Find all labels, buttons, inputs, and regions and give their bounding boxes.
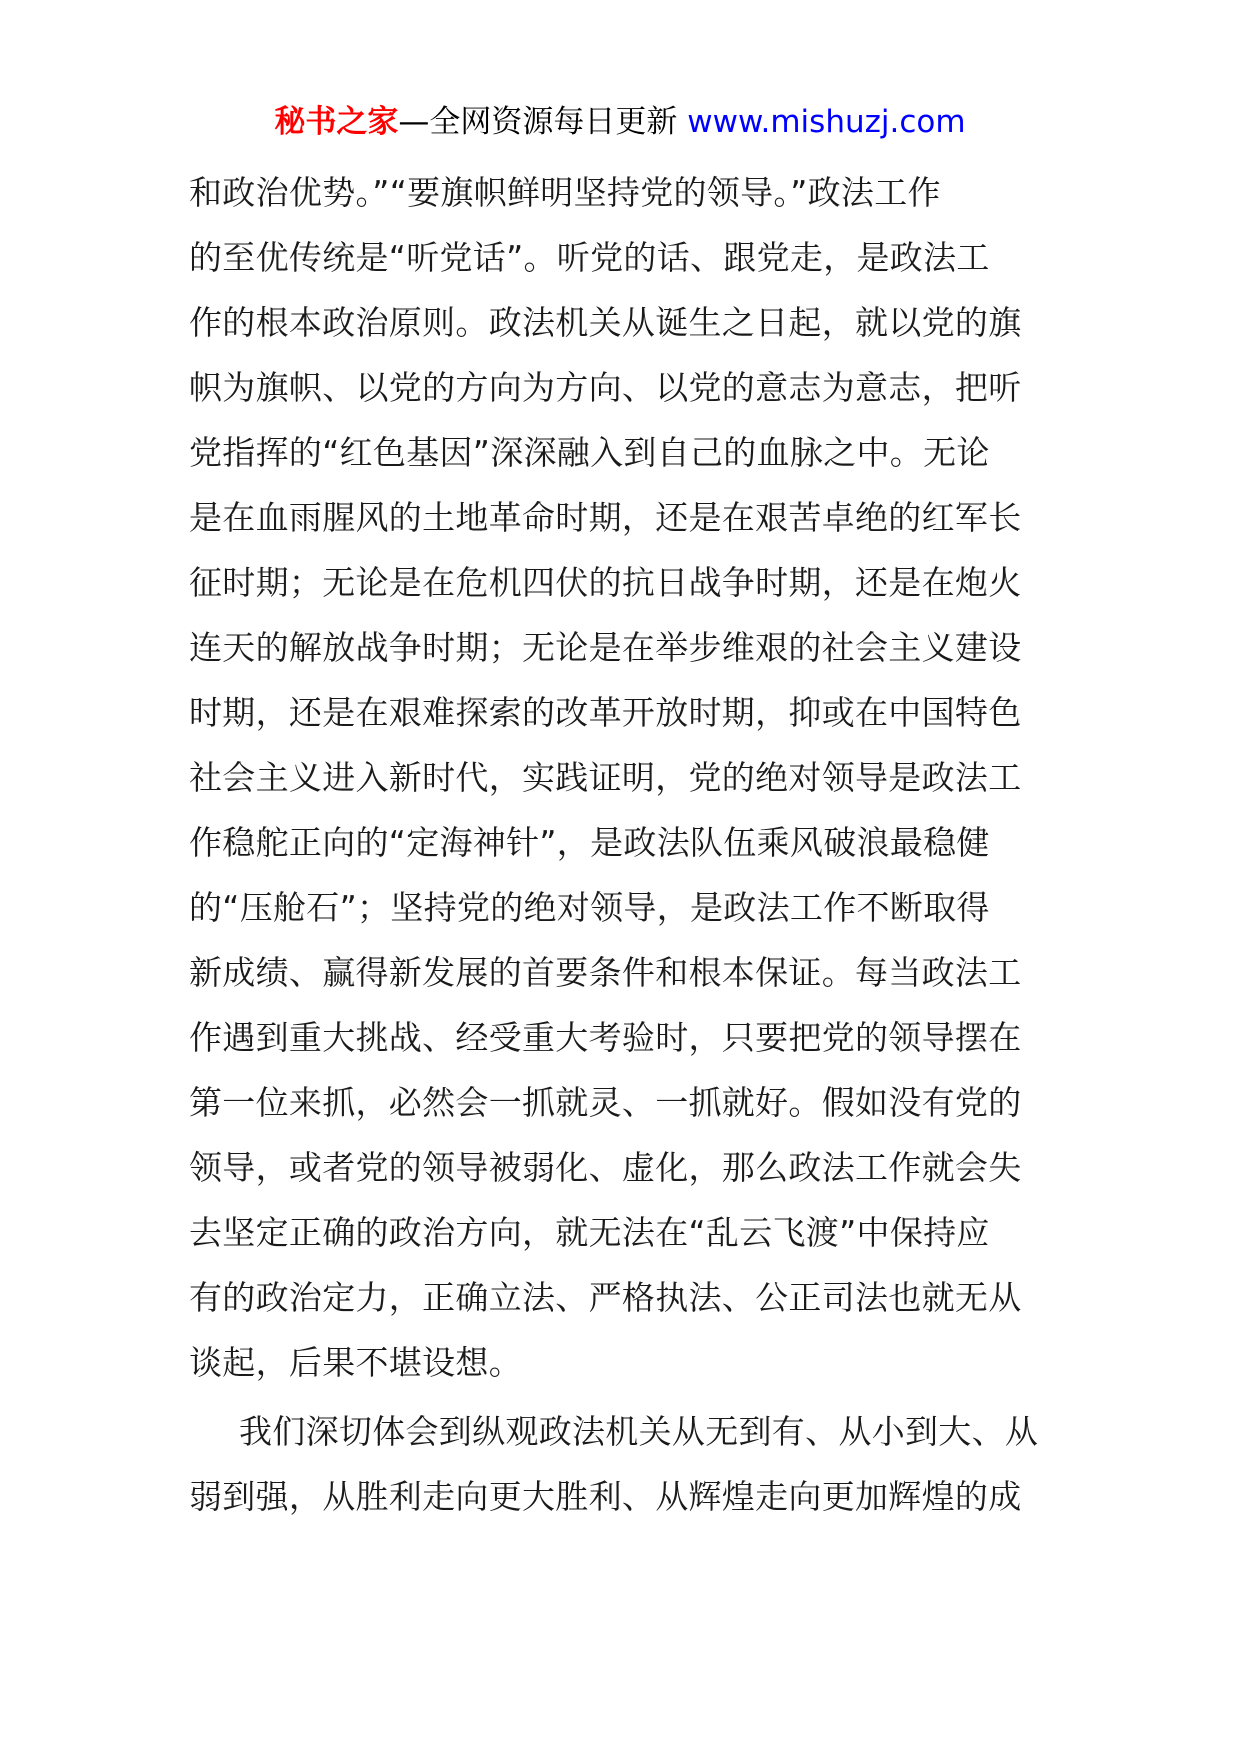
page-header <box>0 100 1240 144</box>
text-line: 作的根本政治原则。政法机关从诞生之日起，就以党的旗 <box>189 303 1022 342</box>
header-tagline: —全网资源每日更新 <box>398 104 688 140</box>
text-line: 的至优传统是“听党话”。听党的话、跟党走，是政法工 <box>189 238 990 277</box>
text-line: 是在血雨腥风的土地革命时期，还是在艰苦卓绝的红军长 <box>189 498 1022 537</box>
text-line: 党指挥的“红色基因”深深融入到自己的血脉之中。无论 <box>189 433 990 472</box>
text-line: 弱到强，从胜利走向更大胜利、从辉煌走向更加辉煌的成 <box>189 1477 1022 1516</box>
header-url[interactable]: www.mishuzj.com <box>687 104 966 140</box>
text-line: 帜为旗帜、以党的方向为方向、以党的意志为意志，把听 <box>189 368 1022 407</box>
paragraph-1 <box>189 160 1029 1395</box>
text-line: 去坚定正确的政治方向，就无法在“乱云飞渡”中保持应 <box>189 1213 990 1252</box>
text-line: 社会主义进入新时代，实践证明，党的绝对领导是政法工 <box>189 758 1022 797</box>
text-line: 新成绩、赢得新发展的首要条件和根本保证。每当政法工 <box>189 953 1022 992</box>
text-line: 作遇到重大挑战、经受重大考验时，只要把党的领导摆在 <box>189 1018 1022 1057</box>
text-line: 连天的解放战争时期；无论是在举步维艰的社会主义建设 <box>189 628 1022 667</box>
text-line: 的“压舱石”；坚持党的绝对领导，是政法工作不断取得 <box>189 888 990 927</box>
text-line: 第一位来抓，必然会一抓就灵、一抓就好。假如没有党的 <box>189 1083 1022 1122</box>
header-brand: 秘书之家 <box>274 104 399 140</box>
text-line: 征时期；无论是在危机四伏的抗日战争时期，还是在炮火 <box>189 563 1022 602</box>
document-body <box>189 160 1039 1529</box>
text-line: 有的政治定力，正确立法、严格执法、公正司法也就无从 <box>189 1278 1022 1317</box>
text-line: 领导，或者党的领导被弱化、虚化，那么政法工作就会失 <box>189 1148 1022 1187</box>
text-line: 谈起，后果不堪设想。 <box>189 1343 522 1382</box>
text-line: 作稳舵正向的“定海神针”，是政法队伍乘风破浪最稳健 <box>189 823 990 862</box>
text-line: 我们深切体会到纵观政法机关从无到有、从小到大、从 <box>239 1412 1039 1451</box>
text-line: 时期，还是在艰难探索的改革开放时期，抑或在中国特色 <box>189 693 1022 732</box>
text-line: 和政治优势。”“要旗帜鲜明坚持党的领导。”政法工作 <box>189 173 941 212</box>
paragraph-2 <box>189 1399 1039 1529</box>
